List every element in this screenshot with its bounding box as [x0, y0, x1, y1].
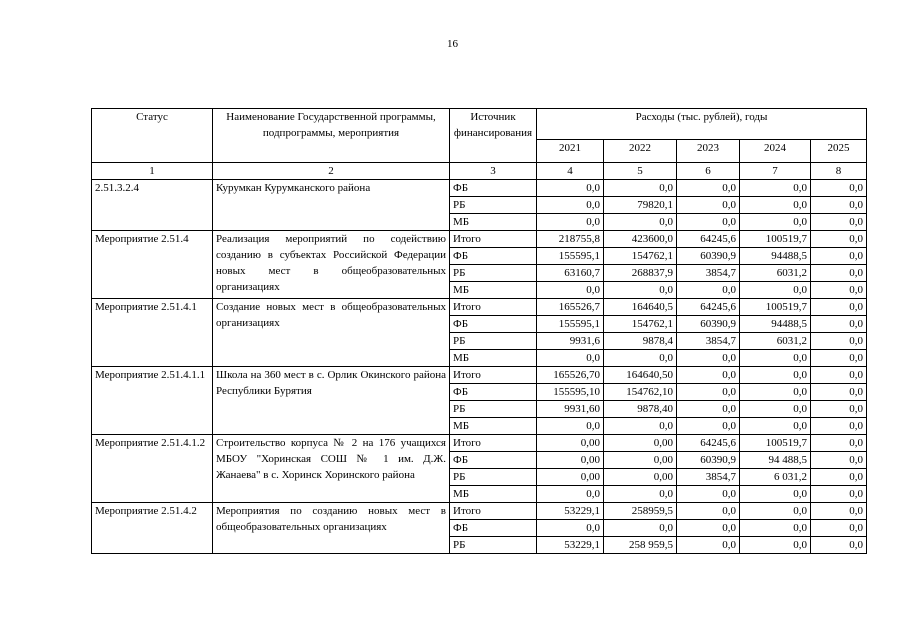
expense-value: 268837,9: [604, 265, 677, 282]
expense-value: 3854,7: [677, 265, 740, 282]
row-status: Мероприятие 2.51.4: [92, 231, 213, 299]
funding-source: Итого: [450, 299, 537, 316]
expense-value: 9878,4: [604, 333, 677, 350]
expense-value: 0,0: [604, 520, 677, 537]
funding-source: ФБ: [450, 452, 537, 469]
expense-value: 0,0: [740, 214, 811, 231]
expense-value: 0,0: [677, 180, 740, 197]
column-number: 3: [450, 163, 537, 180]
row-name: Курумкан Курумканского района: [213, 180, 450, 231]
expense-value: 0,0: [740, 350, 811, 367]
expense-value: 155595,10: [537, 384, 604, 401]
table-row: [92, 180, 867, 197]
expense-value: 0,0: [677, 350, 740, 367]
expense-value: 53229,1: [537, 503, 604, 520]
expense-value: 0,0: [677, 520, 740, 537]
budget-table: [91, 108, 867, 554]
expense-value: 0,0: [677, 282, 740, 299]
expense-value: 0,00: [537, 452, 604, 469]
expense-value: 3854,7: [677, 469, 740, 486]
expense-value: 0,0: [537, 418, 604, 435]
expense-value: 0,0: [811, 248, 867, 265]
expense-value: 63160,7: [537, 265, 604, 282]
expense-value: 0,0: [740, 384, 811, 401]
expense-value: 0,0: [740, 503, 811, 520]
expense-value: 0,0: [811, 214, 867, 231]
header-year: 2025: [811, 140, 867, 163]
funding-source: ФБ: [450, 248, 537, 265]
funding-source: Итого: [450, 435, 537, 452]
funding-source: РБ: [450, 197, 537, 214]
expense-value: 423600,0: [604, 231, 677, 248]
expense-value: 0,0: [811, 503, 867, 520]
expense-value: 0,0: [677, 418, 740, 435]
header-source: Источник финансирования: [450, 109, 537, 163]
expense-value: 0,0: [811, 367, 867, 384]
expense-value: 0,0: [811, 486, 867, 503]
expense-value: 164640,5: [604, 299, 677, 316]
expense-value: 165526,7: [537, 299, 604, 316]
table-row: [92, 503, 867, 520]
expense-value: 0,0: [740, 180, 811, 197]
row-name: Реализация мероприятий по содействию созданию в субъектах Российской Федерации новых мест в общеобразовательных организациях: [213, 231, 450, 299]
header-year: 2023: [677, 140, 740, 163]
funding-source: МБ: [450, 350, 537, 367]
funding-source: МБ: [450, 418, 537, 435]
expense-value: 0,0: [811, 520, 867, 537]
column-number: 6: [677, 163, 740, 180]
expense-value: 155595,1: [537, 316, 604, 333]
funding-source: РБ: [450, 469, 537, 486]
column-number: 5: [604, 163, 677, 180]
expense-value: 0,0: [604, 418, 677, 435]
expense-value: 94488,5: [740, 248, 811, 265]
row-status: Мероприятие 2.51.4.1: [92, 299, 213, 367]
expense-value: 0,0: [604, 486, 677, 503]
funding-source: РБ: [450, 333, 537, 350]
expense-value: 0,0: [604, 350, 677, 367]
column-number: 7: [740, 163, 811, 180]
expense-value: 0,0: [740, 401, 811, 418]
expense-value: 0,00: [604, 469, 677, 486]
expense-value: 0,0: [811, 401, 867, 418]
column-number: 2: [213, 163, 450, 180]
expense-value: 0,0: [604, 214, 677, 231]
expense-value: 165526,70: [537, 367, 604, 384]
expense-value: 0,0: [677, 401, 740, 418]
funding-source: Итого: [450, 231, 537, 248]
expense-value: 60390,9: [677, 248, 740, 265]
row-status: Мероприятие 2.51.4.1.1: [92, 367, 213, 435]
expense-value: 0,0: [811, 299, 867, 316]
expense-value: 79820,1: [604, 197, 677, 214]
expense-value: 100519,7: [740, 435, 811, 452]
expense-value: 258 959,5: [604, 537, 677, 554]
funding-source: МБ: [450, 214, 537, 231]
expense-value: 0,0: [677, 537, 740, 554]
expense-value: 0,0: [811, 180, 867, 197]
expense-value: 0,00: [537, 469, 604, 486]
expense-value: 6 031,2: [740, 469, 811, 486]
expense-value: 0,0: [811, 469, 867, 486]
expense-value: 218755,8: [537, 231, 604, 248]
expense-value: 155595,1: [537, 248, 604, 265]
expense-value: 0,0: [811, 537, 867, 554]
table-row: [92, 367, 867, 384]
expense-value: 6031,2: [740, 265, 811, 282]
expense-value: 0,0: [604, 282, 677, 299]
expense-value: 9931,6: [537, 333, 604, 350]
expense-value: 94488,5: [740, 316, 811, 333]
funding-source: РБ: [450, 401, 537, 418]
expense-value: 0,0: [740, 486, 811, 503]
expense-value: 0,0: [811, 316, 867, 333]
expense-value: 0,0: [677, 503, 740, 520]
funding-source: РБ: [450, 537, 537, 554]
expense-value: 0,0: [677, 486, 740, 503]
expense-value: 3854,7: [677, 333, 740, 350]
expense-value: 0,0: [811, 197, 867, 214]
expense-value: 53229,1: [537, 537, 604, 554]
expense-value: 0,0: [537, 197, 604, 214]
header-name: Наименование Государственной программы, подпрограммы, мероприятия: [213, 109, 450, 163]
expense-value: 100519,7: [740, 299, 811, 316]
expense-value: 154762,1: [604, 248, 677, 265]
page-number: 16: [447, 38, 458, 50]
expense-value: 0,0: [537, 214, 604, 231]
expense-value: 154762,10: [604, 384, 677, 401]
expense-value: 0,0: [811, 452, 867, 469]
table-row: [92, 231, 867, 248]
header-year: 2024: [740, 140, 811, 163]
header-year: 2021: [537, 140, 604, 163]
column-number: 4: [537, 163, 604, 180]
expense-value: 0,0: [537, 180, 604, 197]
funding-source: ФБ: [450, 180, 537, 197]
expense-value: 0,0: [677, 367, 740, 384]
expense-value: 0,0: [811, 333, 867, 350]
expense-value: 258959,5: [604, 503, 677, 520]
expense-value: 0,0: [811, 350, 867, 367]
expense-value: 0,0: [537, 350, 604, 367]
expense-value: 0,0: [811, 265, 867, 282]
expense-value: 6031,2: [740, 333, 811, 350]
expense-value: 0,0: [537, 486, 604, 503]
expense-value: 0,0: [677, 214, 740, 231]
expense-value: 0,00: [604, 452, 677, 469]
expense-value: 0,0: [811, 282, 867, 299]
row-status: Мероприятие 2.51.4.2: [92, 503, 213, 554]
expense-value: 0,0: [740, 537, 811, 554]
expense-value: 154762,1: [604, 316, 677, 333]
funding-source: ФБ: [450, 384, 537, 401]
expense-value: 0,0: [677, 384, 740, 401]
funding-source: МБ: [450, 282, 537, 299]
expense-value: 0,0: [811, 231, 867, 248]
expense-value: 0,0: [537, 520, 604, 537]
expense-value: 0,0: [604, 180, 677, 197]
funding-source: МБ: [450, 486, 537, 503]
expense-value: 64245,6: [677, 435, 740, 452]
expense-value: 0,0: [811, 384, 867, 401]
expense-value: 0,00: [537, 435, 604, 452]
expense-value: 0,0: [740, 520, 811, 537]
expense-value: 64245,6: [677, 299, 740, 316]
row-name: Создание новых мест в общеобразовательных организациях: [213, 299, 450, 367]
header-status: Статус: [92, 109, 213, 163]
table-row: [92, 435, 867, 452]
column-number: 1: [92, 163, 213, 180]
expense-value: 9931,60: [537, 401, 604, 418]
expense-value: 100519,7: [740, 231, 811, 248]
row-status: 2.51.3.2.4: [92, 180, 213, 231]
expense-value: 0,0: [537, 282, 604, 299]
expense-value: 0,0: [740, 367, 811, 384]
expense-value: 0,0: [740, 282, 811, 299]
funding-source: Итого: [450, 503, 537, 520]
header-year: 2022: [604, 140, 677, 163]
header-expenses: Расходы (тыс. рублей), годы: [537, 109, 867, 140]
expense-value: 0,0: [677, 197, 740, 214]
expense-value: 94 488,5: [740, 452, 811, 469]
expense-value: 0,0: [740, 418, 811, 435]
funding-source: РБ: [450, 265, 537, 282]
row-status: Мероприятие 2.51.4.1.2: [92, 435, 213, 503]
table-row: [92, 299, 867, 316]
expense-value: 64245,6: [677, 231, 740, 248]
expense-value: 164640,50: [604, 367, 677, 384]
row-name: Строительство корпуса № 2 на 176 учащихся МБОУ "Хоринская СОШ № 1 им. Д.Ж. Жанаева" в с. Хоринск Хоринского района: [213, 435, 450, 503]
funding-source: ФБ: [450, 520, 537, 537]
funding-source: ФБ: [450, 316, 537, 333]
expense-value: 0,0: [811, 418, 867, 435]
funding-source: Итого: [450, 367, 537, 384]
expense-value: 9878,40: [604, 401, 677, 418]
expense-value: 60390,9: [677, 452, 740, 469]
expense-value: 60390,9: [677, 316, 740, 333]
row-name: Школа на 360 мест в с. Орлик Окинского района Республики Бурятия: [213, 367, 450, 435]
expense-value: 0,0: [811, 435, 867, 452]
expense-value: 0,00: [604, 435, 677, 452]
row-name: Мероприятия по созданию новых мест в общеобразовательных организациях: [213, 503, 450, 554]
column-number: 8: [811, 163, 867, 180]
expense-value: 0,0: [740, 197, 811, 214]
